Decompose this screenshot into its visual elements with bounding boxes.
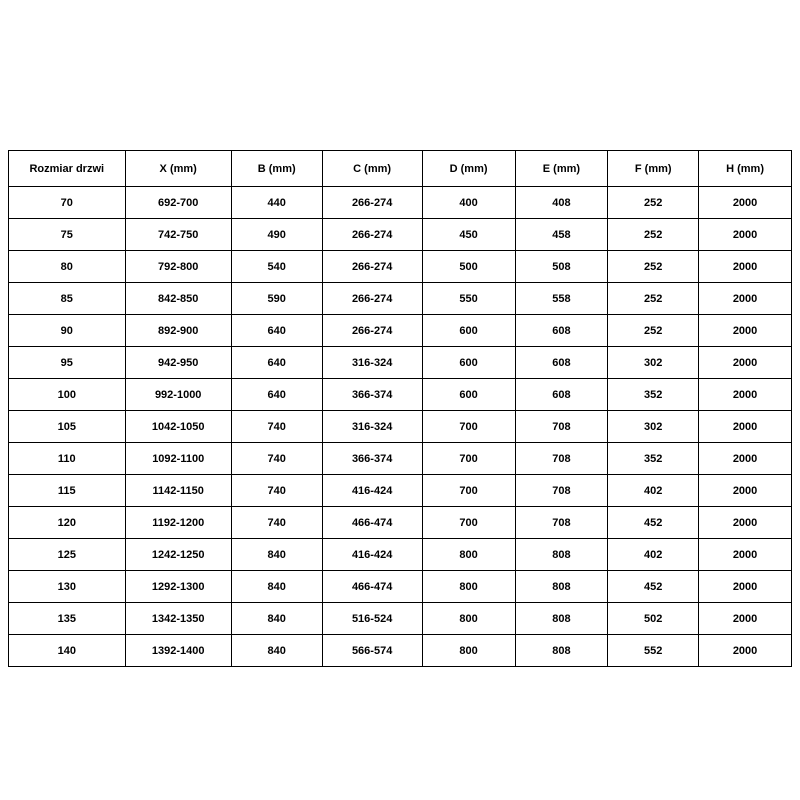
column-header-e: E (mm): [515, 151, 608, 187]
table-row: [9, 187, 792, 219]
table-cell: 640: [231, 347, 322, 379]
table-cell: 708: [515, 507, 608, 539]
table-cell: 640: [231, 379, 322, 411]
table-cell: 266-274: [322, 219, 422, 251]
table-cell: 840: [231, 539, 322, 571]
door-size-table: [8, 150, 792, 667]
column-header-f: F (mm): [608, 151, 699, 187]
column-header-h: H (mm): [699, 151, 792, 187]
table-cell: 95: [9, 347, 126, 379]
table-cell: 1142-1150: [125, 475, 231, 507]
table-cell: 708: [515, 411, 608, 443]
table-cell: 252: [608, 283, 699, 315]
table-cell: 2000: [699, 571, 792, 603]
table-cell: 266-274: [322, 283, 422, 315]
table-header-row: [9, 151, 792, 187]
table-cell: 800: [422, 635, 515, 667]
table-cell: 708: [515, 475, 608, 507]
table-row: [9, 347, 792, 379]
column-header-x: X (mm): [125, 151, 231, 187]
table-cell: 740: [231, 475, 322, 507]
table-cell: 800: [422, 571, 515, 603]
table-row: [9, 379, 792, 411]
column-header-rozmiar-drzwi: Rozmiar drzwi: [9, 151, 126, 187]
table-cell: 450: [422, 219, 515, 251]
table-cell: 120: [9, 507, 126, 539]
table-cell: 2000: [699, 507, 792, 539]
table-cell: 408: [515, 187, 608, 219]
table-cell: 552: [608, 635, 699, 667]
table-cell: 352: [608, 443, 699, 475]
table-cell: 252: [608, 251, 699, 283]
table-cell: 352: [608, 379, 699, 411]
table-cell: 700: [422, 507, 515, 539]
table-cell: 252: [608, 315, 699, 347]
table-cell: 130: [9, 571, 126, 603]
table-cell: 2000: [699, 603, 792, 635]
table-cell: 366-374: [322, 379, 422, 411]
table-cell: 740: [231, 411, 322, 443]
table-cell: 608: [515, 315, 608, 347]
table-cell: 600: [422, 379, 515, 411]
table-cell: 316-324: [322, 411, 422, 443]
table-cell: 2000: [699, 315, 792, 347]
table-cell: 2000: [699, 379, 792, 411]
table-cell: 840: [231, 603, 322, 635]
table-cell: 105: [9, 411, 126, 443]
table-cell: 508: [515, 251, 608, 283]
table-cell: 808: [515, 603, 608, 635]
table-cell: 452: [608, 507, 699, 539]
table-cell: 366-374: [322, 443, 422, 475]
table-cell: 466-474: [322, 507, 422, 539]
table-cell: 502: [608, 603, 699, 635]
table-cell: 2000: [699, 635, 792, 667]
table-cell: 100: [9, 379, 126, 411]
table-row: [9, 635, 792, 667]
table-cell: 2000: [699, 443, 792, 475]
table-row: [9, 539, 792, 571]
table-cell: 316-324: [322, 347, 422, 379]
table-row: [9, 475, 792, 507]
table-cell: 600: [422, 347, 515, 379]
table-cell: 1342-1350: [125, 603, 231, 635]
table-cell: 700: [422, 411, 515, 443]
column-header-c: C (mm): [322, 151, 422, 187]
table-row: [9, 571, 792, 603]
table-cell: 85: [9, 283, 126, 315]
table-cell: 2000: [699, 411, 792, 443]
table-cell: 740: [231, 443, 322, 475]
table-cell: 540: [231, 251, 322, 283]
table-cell: 992-1000: [125, 379, 231, 411]
table-cell: 266-274: [322, 187, 422, 219]
table-cell: 416-424: [322, 539, 422, 571]
table-row: [9, 283, 792, 315]
table-cell: 942-950: [125, 347, 231, 379]
table-cell: 110: [9, 443, 126, 475]
table-cell: 792-800: [125, 251, 231, 283]
table-row: [9, 315, 792, 347]
table-cell: 490: [231, 219, 322, 251]
table-cell: 2000: [699, 219, 792, 251]
table-row: [9, 507, 792, 539]
table-cell: 252: [608, 219, 699, 251]
table-cell: 266-274: [322, 251, 422, 283]
table-cell: 808: [515, 635, 608, 667]
table-cell: 402: [608, 475, 699, 507]
table-cell: 608: [515, 379, 608, 411]
table-cell: 700: [422, 475, 515, 507]
table-cell: 70: [9, 187, 126, 219]
table-cell: 700: [422, 443, 515, 475]
table-cell: 1242-1250: [125, 539, 231, 571]
table-cell: 740: [231, 507, 322, 539]
table-cell: 608: [515, 347, 608, 379]
table-cell: 440: [231, 187, 322, 219]
table-cell: 135: [9, 603, 126, 635]
table-row: [9, 411, 792, 443]
table-cell: 115: [9, 475, 126, 507]
table-row: [9, 219, 792, 251]
table-cell: 416-424: [322, 475, 422, 507]
table-cell: 466-474: [322, 571, 422, 603]
table-cell: 458: [515, 219, 608, 251]
table-cell: 2000: [699, 475, 792, 507]
table-cell: 590: [231, 283, 322, 315]
table-cell: 140: [9, 635, 126, 667]
table-cell: 500: [422, 251, 515, 283]
table-cell: 550: [422, 283, 515, 315]
table-row: [9, 443, 792, 475]
table-cell: 800: [422, 603, 515, 635]
table-cell: 1292-1300: [125, 571, 231, 603]
table-cell: 892-900: [125, 315, 231, 347]
table-cell: 2000: [699, 539, 792, 571]
table-cell: 402: [608, 539, 699, 571]
table-row: [9, 251, 792, 283]
size-table-container: [8, 150, 792, 667]
table-cell: 1192-1200: [125, 507, 231, 539]
table-cell: 1042-1050: [125, 411, 231, 443]
table-cell: 640: [231, 315, 322, 347]
table-cell: 692-700: [125, 187, 231, 219]
table-cell: 2000: [699, 347, 792, 379]
table-cell: 840: [231, 635, 322, 667]
table-cell: 808: [515, 571, 608, 603]
table-cell: 400: [422, 187, 515, 219]
table-cell: 566-574: [322, 635, 422, 667]
table-cell: 302: [608, 347, 699, 379]
column-header-b: B (mm): [231, 151, 322, 187]
table-cell: 2000: [699, 251, 792, 283]
table-cell: 2000: [699, 187, 792, 219]
table-cell: 125: [9, 539, 126, 571]
table-cell: 708: [515, 443, 608, 475]
table-cell: 1092-1100: [125, 443, 231, 475]
table-cell: 558: [515, 283, 608, 315]
table-cell: 90: [9, 315, 126, 347]
table-cell: 516-524: [322, 603, 422, 635]
table-cell: 840: [231, 571, 322, 603]
table-cell: 302: [608, 411, 699, 443]
table-cell: 808: [515, 539, 608, 571]
table-cell: 742-750: [125, 219, 231, 251]
table-cell: 1392-1400: [125, 635, 231, 667]
table-row: [9, 603, 792, 635]
table-cell: 800: [422, 539, 515, 571]
table-cell: 266-274: [322, 315, 422, 347]
column-header-d: D (mm): [422, 151, 515, 187]
table-cell: 452: [608, 571, 699, 603]
table-cell: 75: [9, 219, 126, 251]
table-cell: 80: [9, 251, 126, 283]
table-cell: 600: [422, 315, 515, 347]
table-cell: 2000: [699, 283, 792, 315]
table-cell: 842-850: [125, 283, 231, 315]
table-cell: 252: [608, 187, 699, 219]
